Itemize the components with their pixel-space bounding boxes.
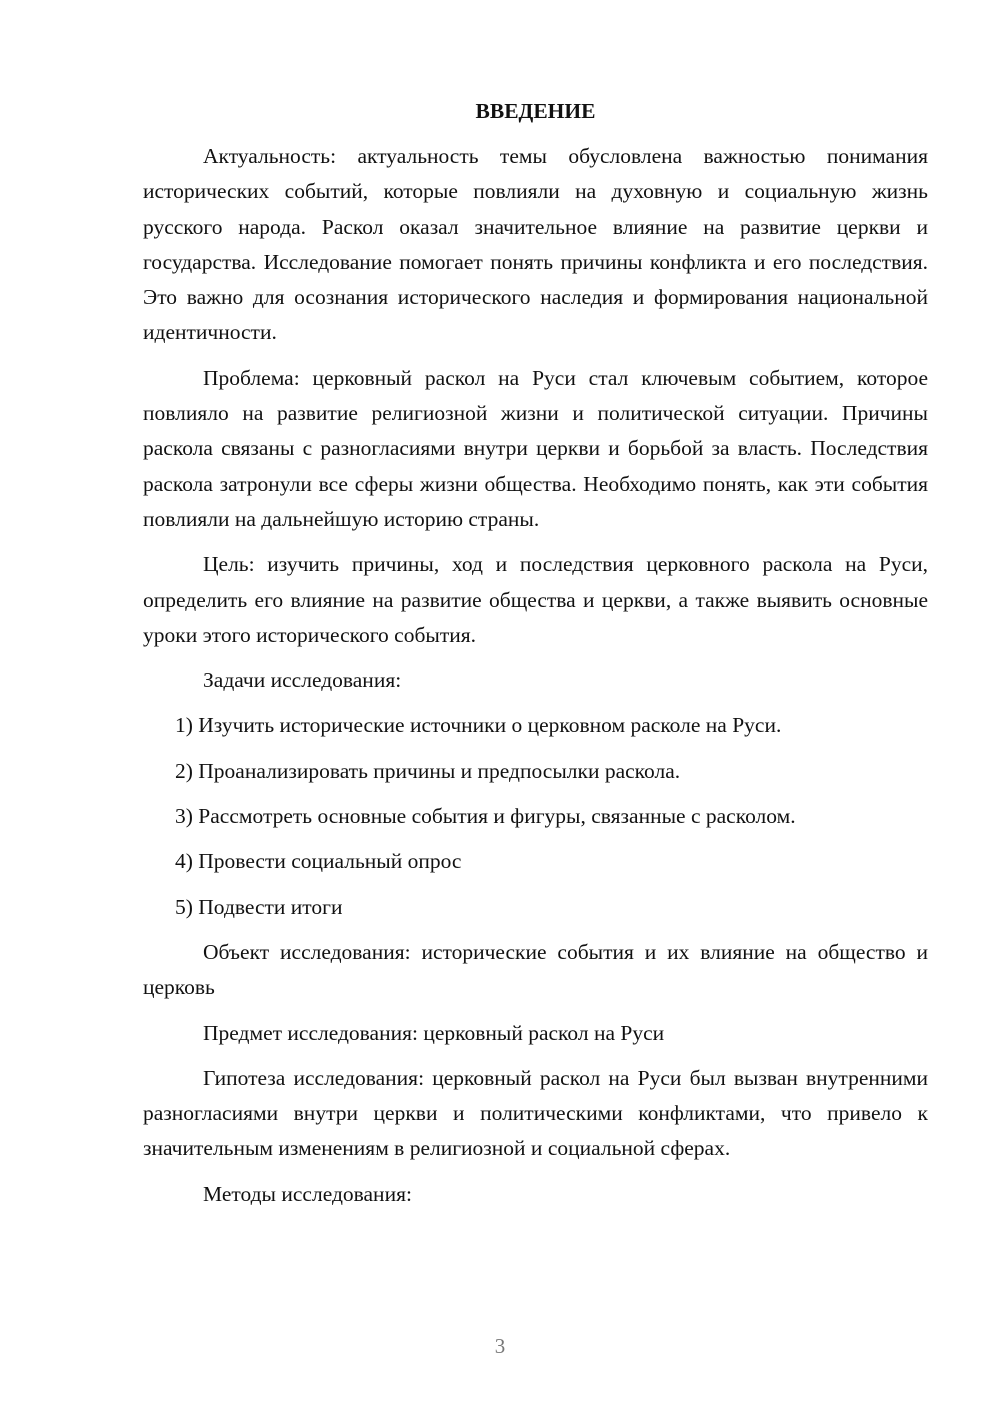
section-title: ВВЕДЕНИЕ xyxy=(475,99,596,123)
methods-heading: Методы исследования: xyxy=(203,1181,412,1206)
tasks-heading: Задачи исследования: xyxy=(203,668,402,693)
paragraph-relevance: Актуальность: актуальность темы обусловлена важностью понимания исторических событий, которые повлияли на духовную и социальную жизнь русского народа. Раскол оказал значительное влияние на развитие церкви и государства. Исследование помогает понять причины конфликта и его последствия. Это важно для осознания исторического наследия и формирования национальной идентичности. xyxy=(143,144,928,345)
paragraph-problem: Проблема: церковный раскол на Руси стал ключевым событием, которое повлияло на развитие религиозной жизни и политической ситуации. Причины раскола связаны с разногласиями внутри церкви и борьбой за власть. Последствия раскола затронули все сферы жизни общества. Необходимо понять, как эти события повлияли на дальнейшую историю страны. xyxy=(143,365,928,531)
paragraph-hypothesis: Гипотеза исследования: церковный раскол на Руси был вызван внутренними разногласиями внутри церкви и политическими конфликтами, что привело к значительным изменениям в религиозной и социальной сферах. xyxy=(143,1065,928,1161)
tasks-list xyxy=(143,708,928,924)
page-content xyxy=(143,95,928,1222)
list-item: 5) Подвести итоги xyxy=(175,894,343,919)
paragraph-subject: Предмет исследования: церковный раскол на Руси xyxy=(203,1020,665,1045)
list-item: 2) Проанализировать причины и предпосылки раскола. xyxy=(175,758,681,783)
paragraph-goal: Цель: изучить причины, ход и последствия церковного раскола на Руси, определить его влияние на развитие общества и церкви, а также выявить основные уроки этого исторического события. xyxy=(143,552,928,647)
list-item: 4) Провести социальный опрос xyxy=(175,849,462,874)
page-number: 3 xyxy=(494,1334,506,1358)
paragraph-object: Объект исследования: исторические события и их влияние на общество и церковь xyxy=(143,939,928,1000)
list-item: 1) Изучить исторические источники о церковном расколе на Руси. xyxy=(175,713,782,738)
list-item: 3) Рассмотреть основные события и фигуры, связанные с расколом. xyxy=(175,804,796,829)
